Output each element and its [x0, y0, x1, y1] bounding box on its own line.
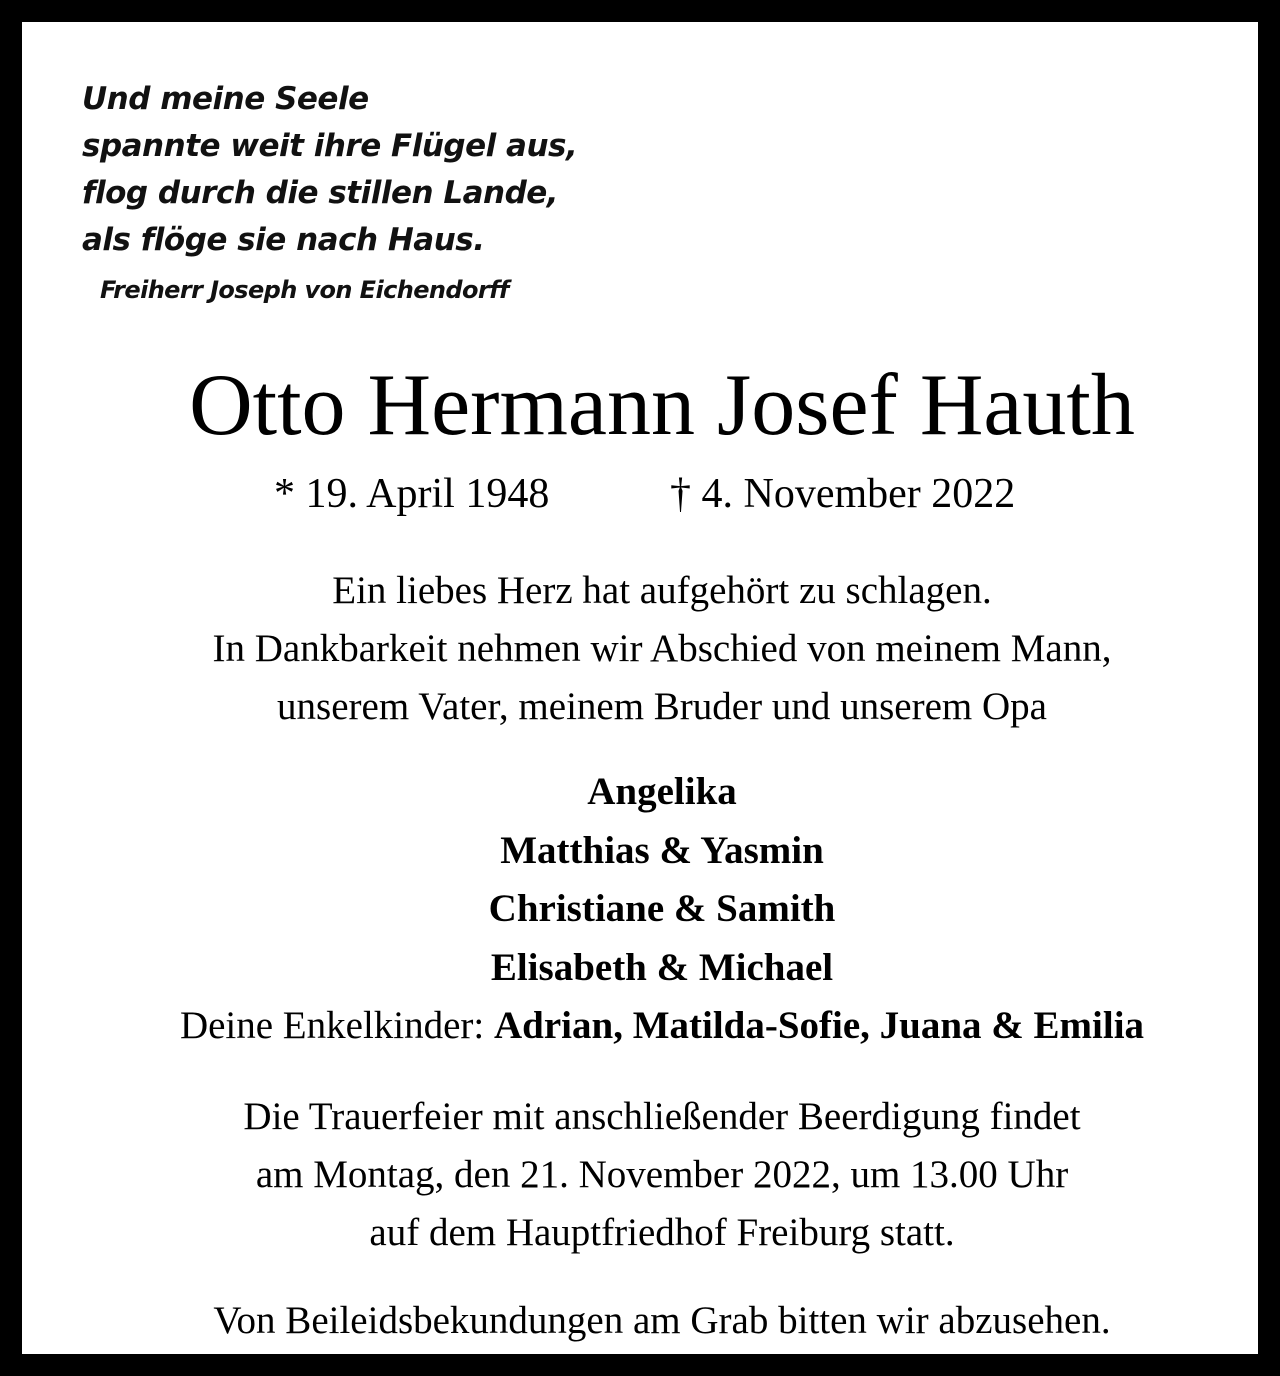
closing-note — [22, 1292, 1280, 1350]
family-member: Angelika — [587, 770, 737, 813]
deceased-name: Otto Hermann Josef Hauth — [189, 357, 1135, 454]
poem-author: Freiherr Joseph von Eichendorff — [100, 276, 509, 304]
grandchildren-names: Adrian, Matilda-Sofie, Juana & Emilia — [494, 1004, 1145, 1047]
poem — [82, 76, 577, 264]
poem-line: als flöge sie nach Haus. — [82, 222, 485, 258]
grandchildren-label: Deine Enkelkinder: — [179, 1004, 485, 1047]
death-date: † 4. November 2022 — [670, 471, 1016, 517]
service-line: am Montag, den 21. November 2022, um 13.00 Uhr — [255, 1153, 1069, 1196]
poem-line: flog durch die stillen Lande, — [82, 175, 559, 211]
closing-line: Von Beileidsbekundungen am Grab bitten wir abzusehen. — [213, 1299, 1111, 1342]
life-dates — [22, 470, 1280, 520]
poem-line: Und meine Seele — [82, 81, 369, 117]
family-member: Elisabeth & Michael — [490, 945, 834, 989]
grandchildren-line — [22, 997, 1280, 1055]
intro-line: Ein liebes Herz hat aufgehört zu schlagen. — [332, 569, 992, 612]
family-member: Christiane & Samith — [488, 887, 836, 930]
family-member: Matthias & Yasmin — [500, 828, 824, 872]
birth-date: * 19. April 1948 — [274, 471, 550, 517]
intro-text — [22, 562, 1280, 736]
service-line: Die Trauerfeier mit anschließender Beerdigung findet — [243, 1095, 1081, 1138]
family-list — [22, 763, 1280, 997]
service-info — [22, 1088, 1280, 1262]
intro-line: unserem Vater, meinem Bruder und unserem Opa — [277, 685, 1047, 728]
poem-line: spannte weit ihre Flügel aus, — [82, 128, 578, 164]
service-line: auf dem Hauptfriedhof Freiburg statt. — [369, 1211, 955, 1254]
intro-line: In Dankbarkeit nehmen wir Abschied von meinem Mann, — [212, 627, 1112, 670]
